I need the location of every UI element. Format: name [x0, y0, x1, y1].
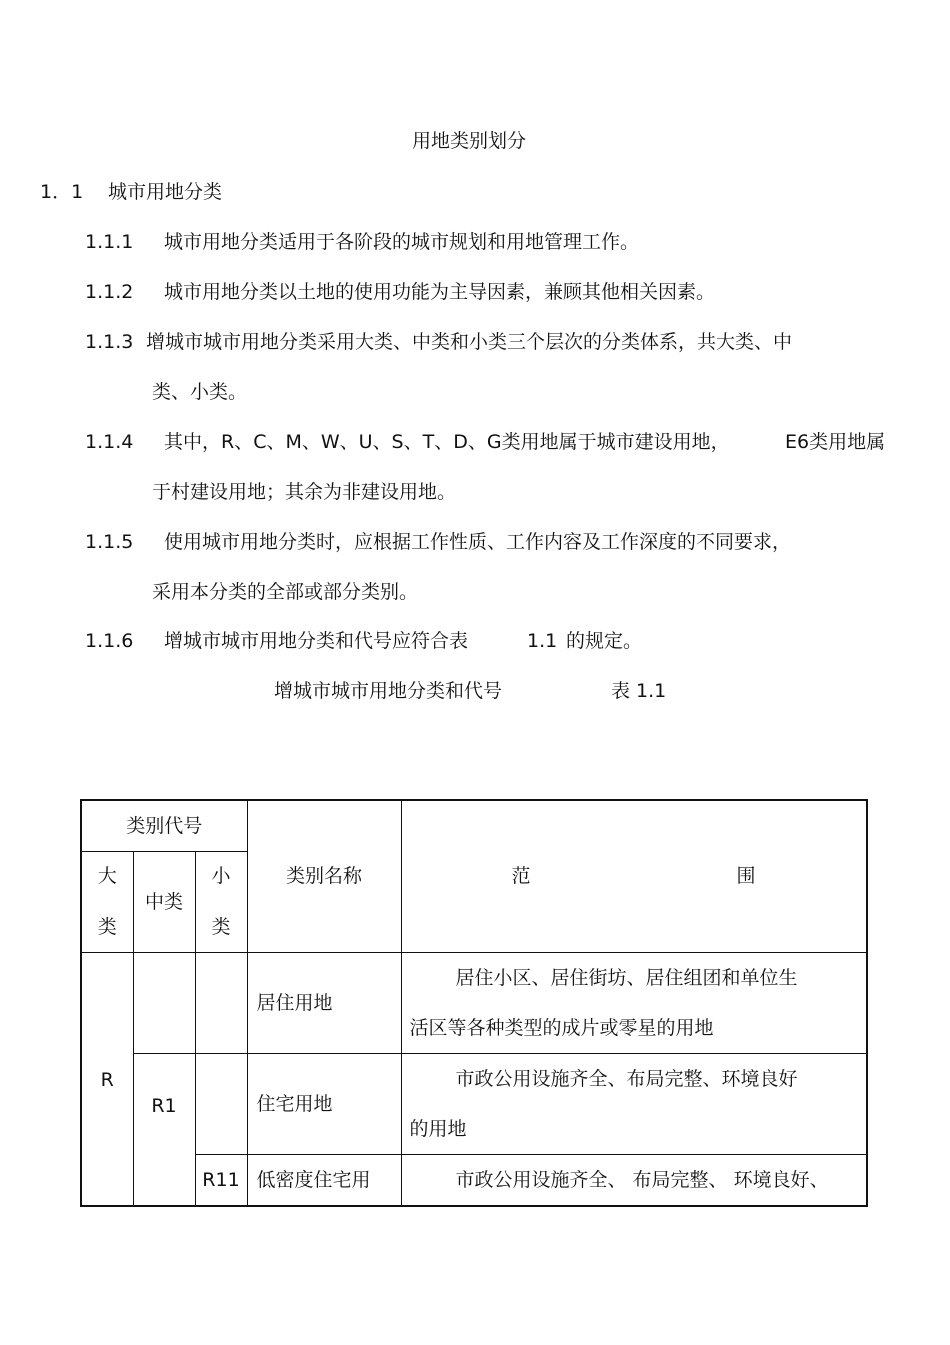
scope-line: 市政公用设施齐全、布局完整、环境良好: [455, 1067, 798, 1090]
table-reference: 1.1: [527, 630, 558, 652]
clause-number: 1.1.3: [85, 331, 134, 353]
medium-class-cell: [133, 952, 195, 1053]
table-row: [81, 1053, 867, 1154]
medium-class-cell: R1: [133, 1053, 195, 1206]
clause-text-tail: 的规定。: [566, 630, 643, 652]
clause-1-1-5: [85, 530, 791, 554]
clause-1-1-3: [85, 330, 792, 354]
clause-text: 增城市城市用地分类和代号应符合表: [164, 630, 469, 652]
section-number: 1．1: [40, 181, 84, 203]
clause-number: 1.1.4: [85, 431, 134, 453]
minor-class-header: [195, 851, 247, 952]
clause-text: 使用城市用地分类时，应根据工作性质、工作内容及工作深度的不同要求，: [164, 531, 792, 553]
clause-1-1-2: [85, 280, 715, 304]
category-name-cell: 居住用地: [247, 952, 401, 1053]
land-use-classification-table: [80, 799, 868, 1207]
scope-line: 活区等各种类型的成片或零星的用地: [409, 1016, 714, 1039]
clause-text: 增城市城市用地分类采用大类、中类和小类三个层次的分类体系，共大类、中: [146, 331, 793, 353]
header-char: 类: [211, 916, 231, 938]
table-caption: 增城市城市用地分类和代号: [274, 680, 503, 702]
clause-1-1-6: [85, 629, 468, 653]
category-name-cell: 低密度住宅用: [247, 1154, 401, 1206]
clause-1-1-1: [85, 230, 639, 254]
clause-number: 1.1.6: [85, 630, 134, 652]
clause-text: 城市用地分类以土地的使用功能为主导因素，兼顾其他相关因素。: [164, 281, 716, 303]
page-title: 用地类别划分: [411, 130, 526, 152]
category-name-header: 类别名称: [247, 800, 401, 952]
header-char: 类: [97, 916, 117, 938]
header-char: 小: [211, 865, 231, 887]
scope-line: 的用地: [409, 1117, 467, 1140]
major-class-header: [81, 851, 133, 952]
section-title: 城市用地分类: [108, 181, 223, 203]
table-row: [81, 952, 867, 1053]
table-number: 表 1.1: [611, 680, 667, 702]
table-row: [81, 1154, 867, 1206]
clause-number: 1.1.1: [85, 231, 134, 253]
clause-text-continued: 采用本分类的全部或部分类别。: [152, 581, 419, 603]
minor-class-cell: R11: [195, 1154, 247, 1206]
scope-cell: [401, 952, 867, 1053]
clause-text-continued: 于村建设用地；其余为非建设用地。: [152, 481, 457, 503]
clause-text-continued: 类、小类。: [152, 381, 248, 403]
header-char: 大: [97, 865, 117, 887]
clause-number: 1.1.5: [85, 531, 134, 553]
clause-1-1-4: [85, 430, 730, 454]
range-header-char: 范: [511, 865, 531, 888]
scope-line: 市政公用设施齐全、 布局完整、 环境良好、: [455, 1168, 829, 1191]
scope-line: 居住小区、居住街坊、居住组团和单位生: [455, 966, 798, 989]
category-name-cell: 住宅用地: [247, 1053, 401, 1154]
range-header-char: 围: [736, 865, 756, 888]
minor-class-cell: [195, 952, 247, 1053]
section-heading: [40, 180, 222, 204]
scope-cell: [401, 1053, 867, 1154]
minor-class-cell: [195, 1053, 247, 1154]
clause-text: 其中，R、C、M、W、U、S、T、D、G类用地属于城市建设用地，: [164, 431, 730, 453]
clause-number: 1.1.2: [85, 281, 134, 303]
medium-class-header: 中类: [133, 851, 195, 952]
major-class-cell: R: [81, 952, 133, 1206]
scope-cell: [401, 1154, 867, 1206]
clause-text: 城市用地分类适用于各阶段的城市规划和用地管理工作。: [164, 231, 640, 253]
table-header-row: [81, 800, 867, 851]
category-code-header: 类别代号: [81, 800, 247, 851]
range-header: [401, 800, 867, 952]
clause-text-tail: E6类用地属: [785, 431, 886, 453]
